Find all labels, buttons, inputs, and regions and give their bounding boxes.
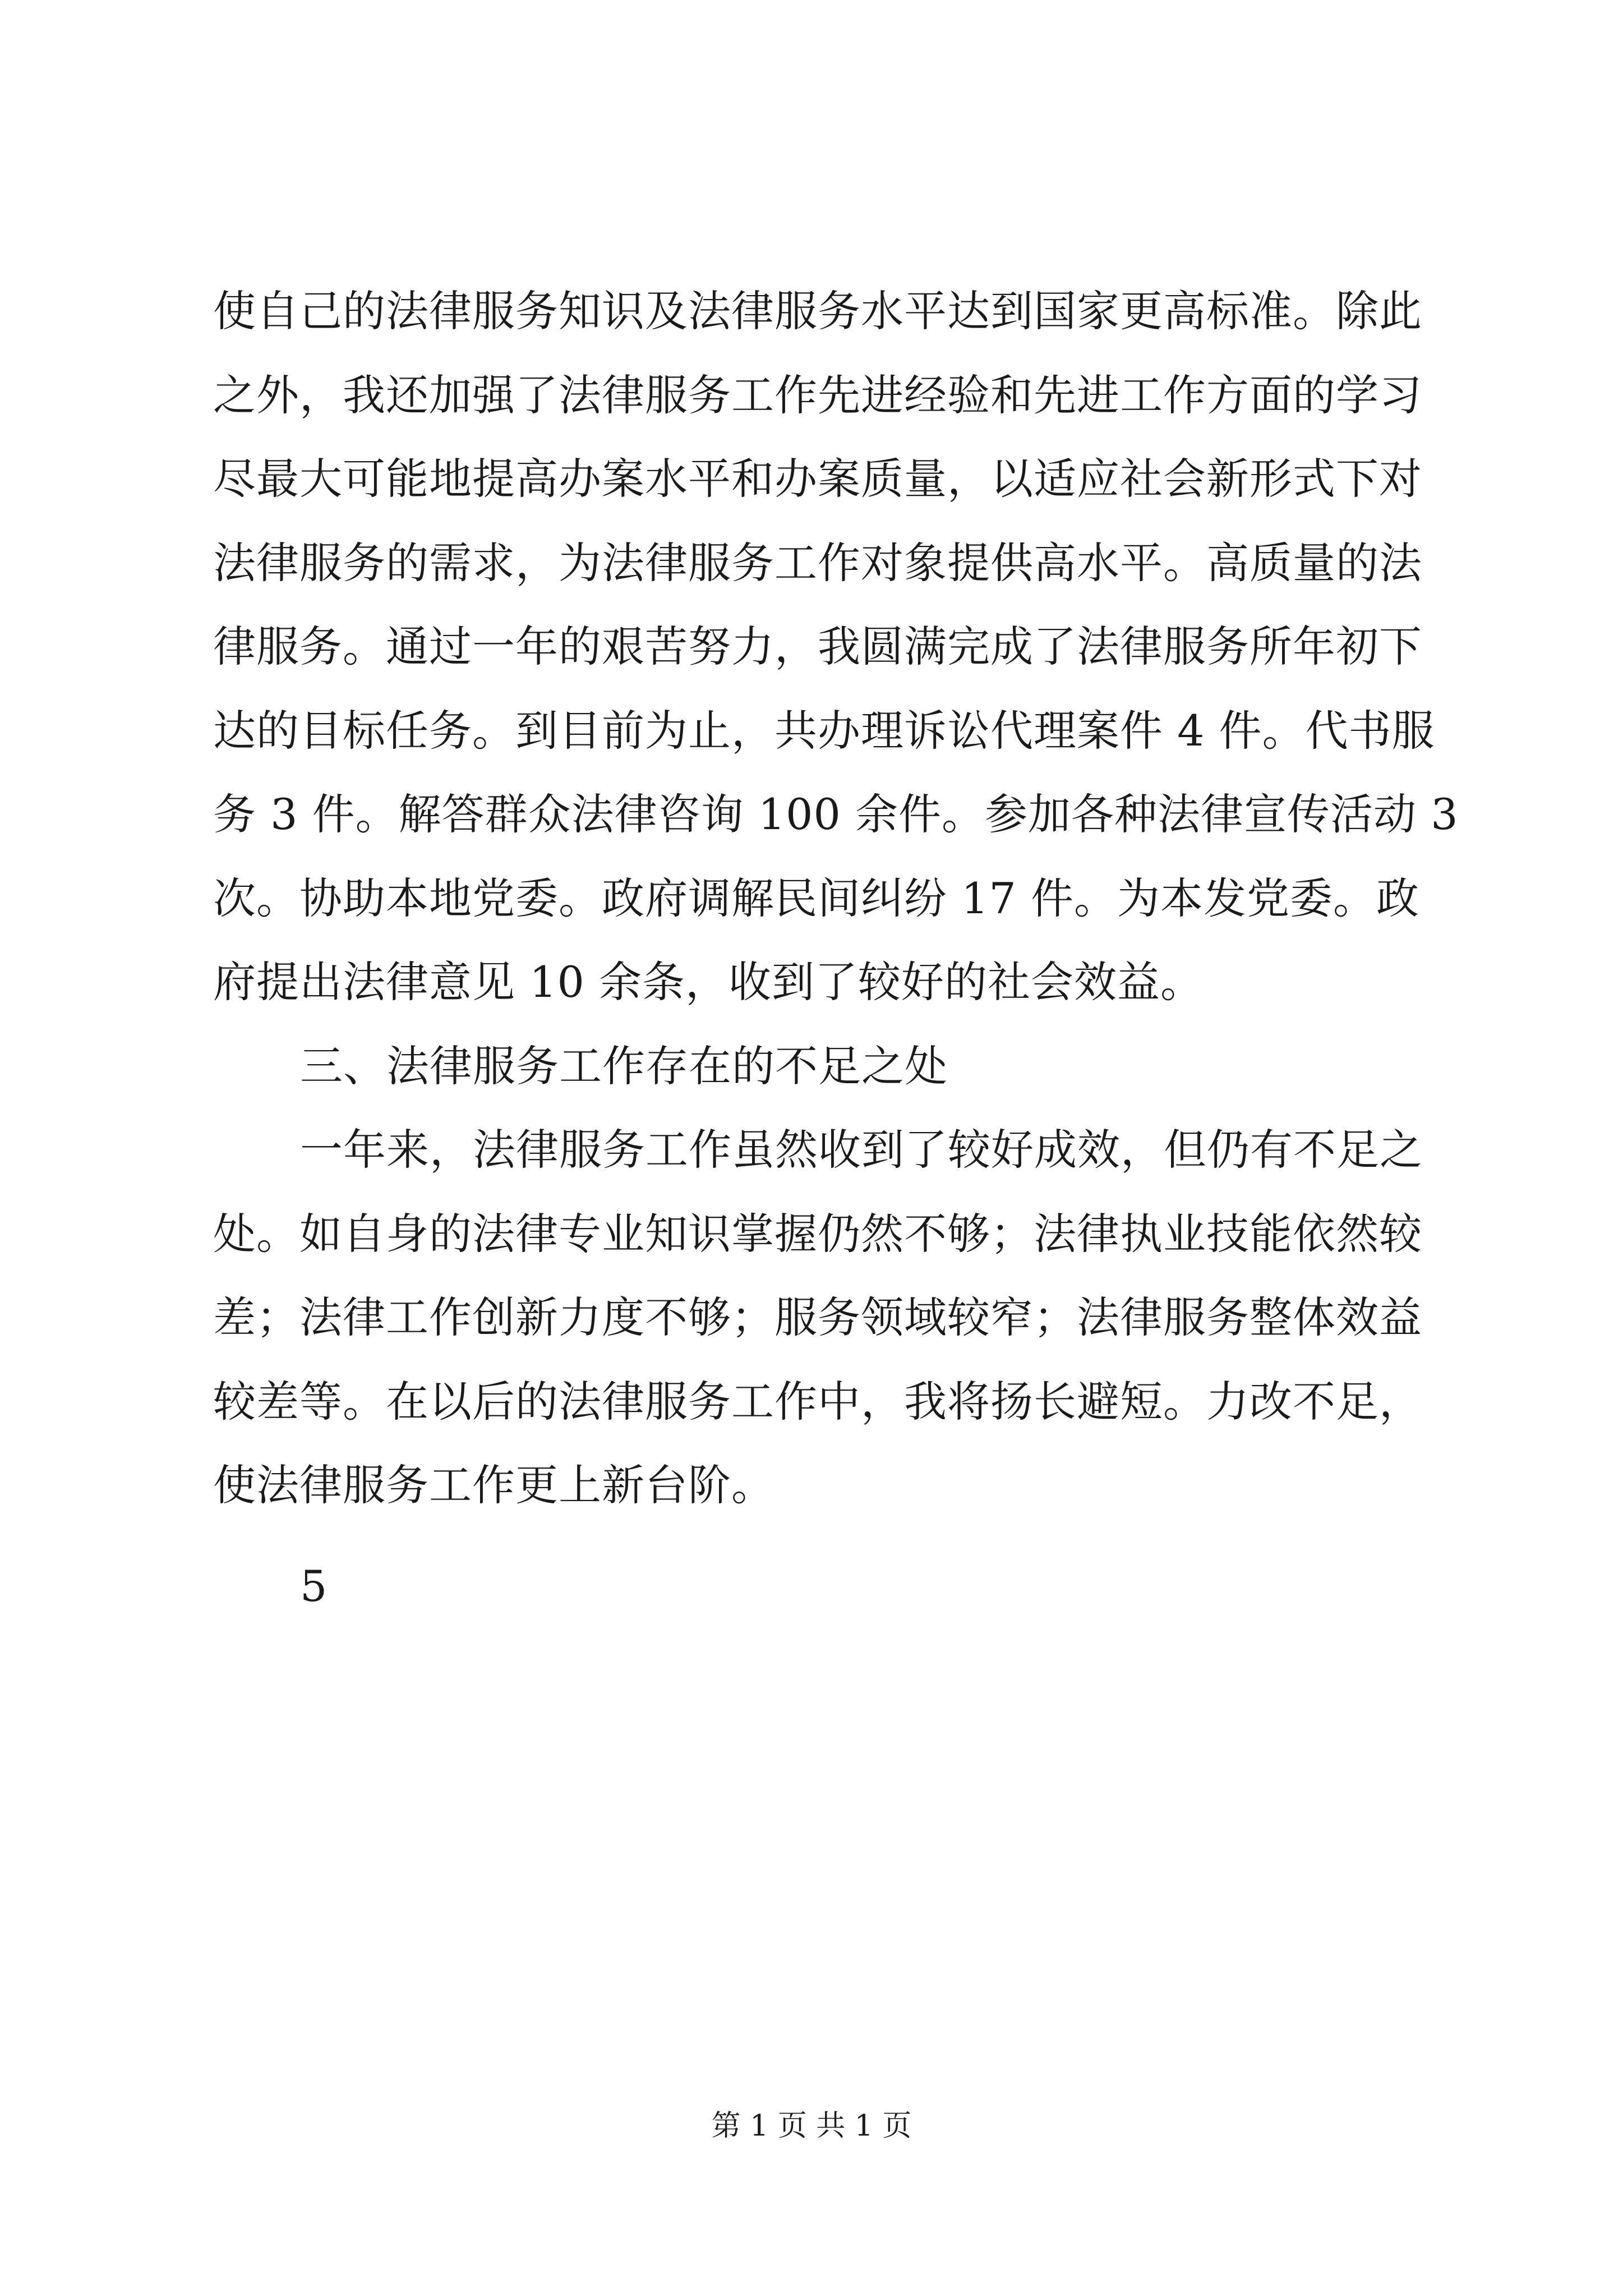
paragraph-line: 法律服务的需求，为法律服务工作对象提供高水平。高质量的法 (213, 537, 1422, 588)
trailing-number: 5 (300, 1561, 328, 1611)
paragraph-line: 律服务。通过一年的艰苦努力，我圆满完成了法律服务所年初下 (213, 622, 1422, 671)
document-body (213, 269, 1459, 1628)
section-heading: 三、法律服务工作存在的不足之处 (300, 1041, 948, 1091)
paragraph-line: 达的目标任务。到目前为止，共办理诉讼代理案件 4 件。代书服 (213, 705, 1435, 756)
paragraph-line: 处。如自身的法律专业知识掌握仍然不够；法律执业技能依然较 (213, 1208, 1422, 1259)
paragraph-line: 一年来，法律服务工作虽然收到了较好成效，但仍有不足之 (300, 1125, 1423, 1175)
paragraph-line: 尽最大可能地提高办案水平和办案质量，以适应社会新形式下对 (213, 454, 1422, 504)
paragraph-line: 府提出法律意见 10 余条，收到了较好的社会效益。 (213, 957, 1204, 1007)
paragraph-line: 较差等。在以后的法律服务工作中，我将扬长避短。力改不足， (213, 1376, 1422, 1427)
paragraph-line: 使自己的法律服务知识及法律服务水平达到国家更高标准。除此 (213, 286, 1422, 336)
paragraph-line: 务 3 件。解答群众法律咨询 100 余件。参加各种法律宣传活动 3 (213, 789, 1459, 839)
page-footer: 第 1 页 共 1 页 (711, 2109, 912, 2143)
paragraph-line: 次。协助本地党委。政府调解民间纠纷 17 件。为本发党委。政 (213, 873, 1420, 923)
paragraph-line: 使法律服务工作更上新台阶。 (213, 1460, 774, 1510)
paragraph-line: 差；法律工作创新力度不够；服务领域较窄；法律服务整体效益 (213, 1292, 1422, 1342)
paragraph-line: 之外，我还加强了法律服务工作先进经验和先进工作方面的学习 (213, 370, 1422, 420)
